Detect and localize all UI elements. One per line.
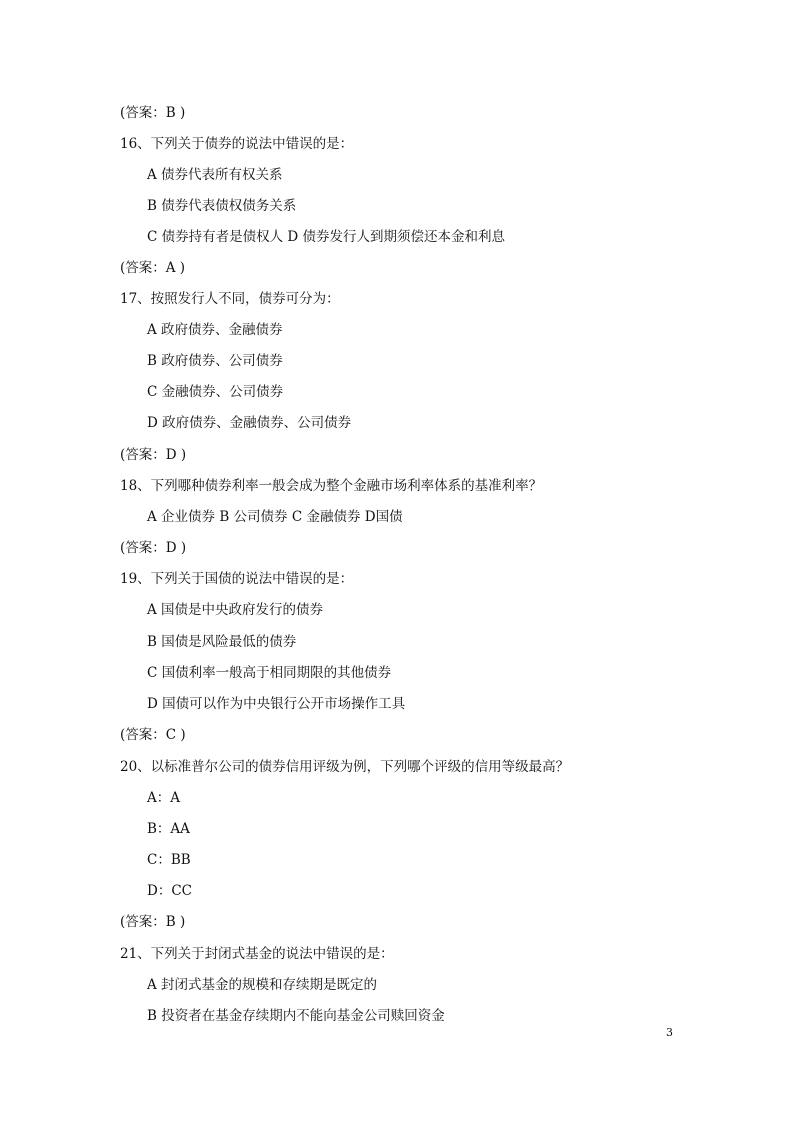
option-line: A 企业债券 B 公司债券 C 金融债券 D国债 [147,509,403,525]
option-line: A 政府债券、金融债券 [147,322,283,338]
option-line: C 金融债券、公司债券 [147,384,284,400]
option-line: C：BB [147,852,191,868]
option-line: A 国债是中央政府发行的债券 [147,602,324,618]
option-line: C 国债利率一般高于相同期限的其他债券 [147,665,392,681]
option-line: A 封闭式基金的规模和存续期是既定的 [147,977,378,993]
question-17: 17、按照发行人不同，债券可分为： [120,291,340,307]
answer-line: (答案：A ) [120,260,186,276]
option-line: B 投资者在基金存续期内不能向基金公司赎回资金 [147,1008,445,1024]
question-21: 21、下列关于封闭式基金的说法中错误的是： [120,946,394,962]
option-line: A：A [147,790,180,806]
answer-line: (答案：D ) [120,447,187,463]
option-line: C 债券持有者是债权人 D 债券发行人到期须偿还本金和利息 [147,229,506,245]
question-18: 18、下列哪种债券利率一般会成为整个金融市场利率体系的基准利率？ [120,478,543,494]
answer-line: (答案：B ) [120,914,186,930]
answer-line: (答案：D ) [120,540,187,556]
option-line: B：AA [147,821,190,837]
answer-line: (答案：C ) [120,727,186,743]
option-line: B 债券代表债权债务关系 [147,198,297,214]
option-line: D：CC [147,883,192,899]
question-19: 19、下列关于国债的说法中错误的是： [120,571,354,587]
page-number: 3 [666,1026,673,1039]
option-line: B 政府债券、公司债券 [147,353,283,369]
option-line: A 债券代表所有权关系 [147,167,283,183]
question-16: 16、下列关于债券的说法中错误的是： [120,136,354,152]
answer-line: (答案：B ) [120,105,186,121]
option-line: D 政府债券、金融债券、公司债券 [147,415,352,431]
option-line: D 国债可以作为中央银行公开市场操作工具 [147,696,406,712]
question-20: 20、以标准普尔公司的债券信用评级为例，下列哪个评级的信用等级最高？ [120,759,570,775]
option-line: B 国债是风险最低的债券 [147,634,297,650]
